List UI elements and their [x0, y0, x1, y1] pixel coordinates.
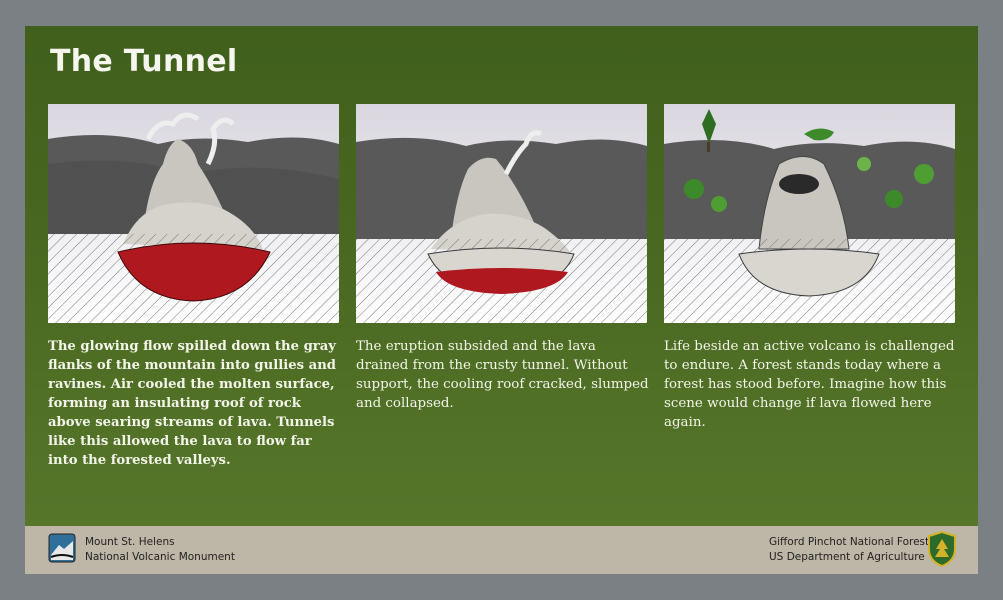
lava-tunnel-draining-illustration [356, 104, 647, 323]
footer-left-line1: Mount St. Helens [85, 536, 175, 548]
panel-illustration-2 [356, 104, 647, 323]
panel-illustration-3 [664, 104, 955, 323]
lava-tunnel-flowing-illustration [48, 104, 339, 323]
forest-service-shield-icon [927, 531, 957, 567]
footer-right-line1: Gifford Pinchot National Forest [769, 536, 930, 548]
panel-illustration-1 [48, 104, 339, 323]
footer-right-text [769, 535, 929, 565]
page-title: The Tunnel [50, 44, 238, 79]
monument-logo-icon [48, 533, 76, 563]
panel-caption-1: The glowing flow spilled down the gray flanks of the mountain into gullies and ravines. Air cooled the molten surface, forming an insulating roof of rock above searing streams of lava. Tunnels like this allowed the lava to flow far into the forested valleys. [48, 339, 337, 468]
panel-caption-2: The eruption subsided and the lava drained from the crusty tunnel. Without support, the cooling roof cracked, slumped and collapsed. [356, 339, 649, 411]
footer-bar [25, 526, 978, 574]
sign-board [25, 26, 978, 574]
footer-right-line2: US Department of Agriculture [769, 551, 925, 563]
panel-caption-3: Life beside an active volcano is challenged to endure. A forest stands today where a forest has stood before. Imagine how this scene would change if lava flowed here again. [664, 339, 955, 430]
footer-left-line2: National Volcanic Monument [85, 551, 235, 563]
footer-left-text [85, 535, 235, 565]
collapsed-tunnel-forest-illustration [664, 104, 955, 323]
